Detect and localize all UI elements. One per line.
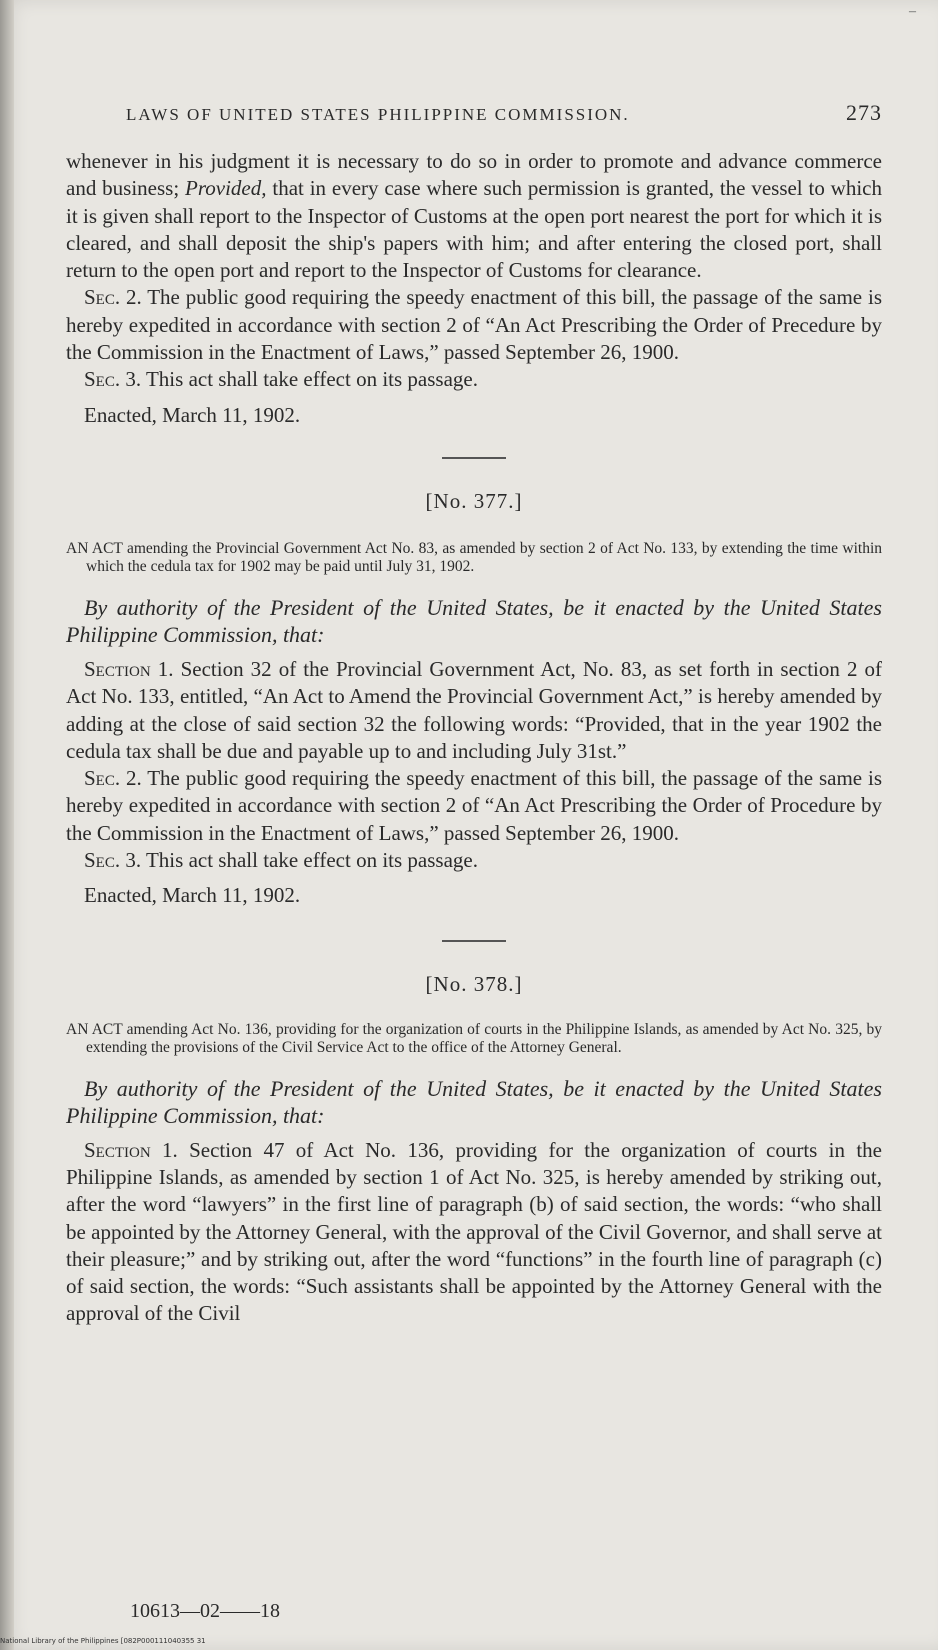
act-376-continuation (66, 148, 882, 284)
corner-mark: – (909, 4, 916, 19)
sec-label: Sec. 3. (84, 848, 142, 873)
section-divider (442, 457, 506, 459)
act-376-sec-3 (66, 366, 882, 393)
act-378-title: AN ACT amending Act No. 136, providing for the organization of courts in the Philippine Islands, as amended by Act No. 325, by extending the provisions of the Civil Service Act to the office of the Attorney General. (66, 1020, 882, 1056)
section-divider (442, 940, 506, 942)
act-378-authority: By authority of the President of the United States, be it enacted by the United States Philippine Commission, that: (66, 1075, 882, 1128)
act-376-para-rest: that in every case where such permission is granted, the vessel to which it is given shall report to the Inspector of Customs at the open port nearest the port for which it is cleared, and shall deposit the ship's papers with him; and after entering the closed port, shall return to the open port and report to the Inspector of Customs for clearance. (66, 176, 883, 283)
page-spine-shadow (0, 0, 14, 1650)
act-377-sec-3 (66, 847, 882, 874)
running-title: LAWS OF UNITED STATES PHILIPPINE COMMISSION. (126, 105, 630, 124)
provided-italic: Provided, (185, 176, 267, 201)
act-377-title: AN ACT amending the Provincial Government Act No. 83, as amended by section 2 of Act No. 133, by extending the time within which the cedula tax for 1902 may be paid until July 31, 1902. (66, 539, 882, 575)
sec-text: Section 47 of Act No. 136, providing for the organization of courts in the Philippine Islands, as amended by section 1 of Act No. 325, is hereby amended by striking out, after the word “lawyers” in the first line of paragraph (b) of said section, the words: “who shall be appointed by the Attorney General, with the approval of the Civil Governor, and shall serve at their pleasure;” and by striking out, after the word “functions” in the fourth line of paragraph (c) of said section, the words: “Such assistants shall be appointed by the Attorney General with the approval of the Civil (66, 1137, 883, 1326)
sec-label: Sec. 3. (84, 367, 142, 392)
act-376-sec-2 (66, 284, 882, 366)
sec-text: Section 32 of the Provincial Government Act, No. 83, as set forth in section 2 of Act No. 133, entitled, “An Act to Amend the Provincial Government Act,” is hereby amended by adding at the close of said section 32 the following words: “Provided, that in the year 1902 the cedula tax shall be due and payable up to and including July 31st.” (66, 656, 883, 763)
library-imprint: National Library of the Philippines [082P000111040355 31 (0, 1637, 206, 1645)
act-377-number: [No. 377.] (425, 488, 523, 513)
act-376-enacted: Enacted, March 11, 1902. (84, 402, 301, 427)
running-head (126, 100, 882, 126)
sec-text: This act shall take effect on its passage. (145, 367, 478, 392)
act-376-para-start: whenever in his judgment it is necessary to do so in order to promote and advance commerce and business; (66, 149, 882, 201)
act-377-authority: By authority of the President of the United States, be it enacted by the United States Philippine Commission, that: (66, 594, 882, 647)
sec-text: The public good requiring the speedy enactment of this bill, the passage of the same is hereby expedited in accordance with section 2 of “An Act Prescribing the Order of Procedure by the Commission in the Enactment of Laws,” passed September 26, 1900. (66, 766, 882, 845)
signature-code: 10613—02——18 (130, 1600, 280, 1622)
sec-label: Sec. 2. (84, 285, 142, 310)
sec-label: Sec. 2. (84, 766, 142, 791)
sec-text: This act shall take effect on its passage. (145, 848, 478, 873)
page-number: 273 (846, 100, 882, 125)
act-378-number: [No. 378.] (425, 971, 523, 996)
act-377-sec-2 (66, 765, 882, 847)
act-377-enacted: Enacted, March 11, 1902. (84, 883, 301, 908)
sec-text: The public good requiring the speedy enactment of this bill, the passage of the same is hereby expedited in accordance with section 2 of “An Act Prescribing the Order of Precedure by the Commission in the Enactment of Laws,” passed September 26, 1900. (66, 285, 882, 365)
act-378-section-1 (66, 1137, 882, 1328)
text-column (66, 100, 882, 1328)
act-377-section-1 (66, 656, 882, 765)
sec-label: Section 1. (84, 656, 174, 681)
sec-label: Section 1. (84, 1137, 178, 1162)
